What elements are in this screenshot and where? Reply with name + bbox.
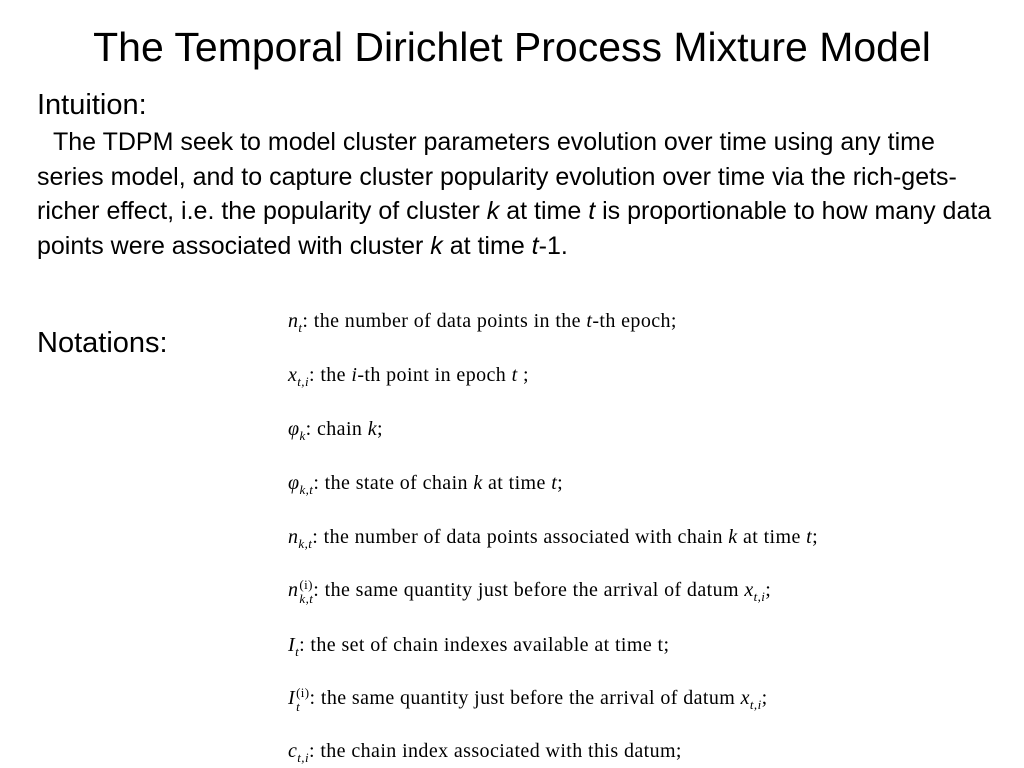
- notation-symbol: n: [288, 526, 299, 548]
- notation-var-t: t: [551, 472, 558, 494]
- notation-description-2: -th epoch;: [592, 310, 677, 332]
- notation-var-t: t: [586, 310, 593, 332]
- notation-description-3: ;: [812, 526, 819, 548]
- notation-datum-subscript: t,i: [753, 589, 766, 604]
- intuition-label: Intuition:: [37, 89, 147, 121]
- notation-subscript: t,i: [297, 750, 309, 765]
- notation-description-2: at time: [737, 526, 807, 548]
- notation-subscript: t: [298, 320, 303, 335]
- notation-description: : the number of data points in the: [302, 310, 587, 332]
- intuition-t-1: t: [588, 197, 596, 225]
- notation-item: [288, 418, 383, 444]
- notation-subscript: t,i: [297, 374, 309, 389]
- intuition-k-1: k: [486, 197, 500, 225]
- intuition-text-5: -1.: [538, 231, 568, 260]
- notation-description-3: ;: [517, 364, 529, 386]
- notation-description: : the chain index associated with this datum;: [308, 740, 682, 762]
- notation-description-2: at time: [482, 472, 552, 494]
- notation-item: [288, 686, 768, 714]
- notation-superscript: (i): [296, 685, 310, 700]
- notation-item: [288, 578, 771, 606]
- notation-var-k: k: [728, 526, 738, 548]
- notation-item: [288, 634, 669, 660]
- notation-description-3: ;: [557, 472, 564, 494]
- notation-symbol: c: [288, 740, 298, 762]
- notation-description: : the same quantity just before the arrival of datum: [313, 579, 745, 601]
- notation-symbol: n: [288, 579, 299, 601]
- notation-description: : the: [308, 364, 352, 386]
- intuition-text-4: at time: [442, 231, 532, 260]
- intuition-t-2: t: [531, 231, 539, 260]
- notation-subscript: k,t: [299, 591, 314, 606]
- notation-var-t: t: [806, 526, 813, 548]
- notation-item: [288, 740, 682, 766]
- notation-script-stack: [296, 686, 309, 714]
- notation-subscript: t: [296, 699, 301, 714]
- notation-description-2: -th point in epoch: [357, 364, 512, 386]
- notation-var-i: i: [351, 364, 358, 386]
- notation-script-stack: [299, 578, 313, 606]
- notation-var-k: k: [367, 418, 377, 440]
- notation-symbol: n: [288, 310, 299, 332]
- notation-description: : the same quantity just before the arrival of datum: [309, 687, 741, 709]
- notation-var-k: k: [473, 472, 483, 494]
- notation-symbol: φ: [288, 472, 300, 494]
- notation-description: : the state of chain: [313, 472, 474, 494]
- intuition-text-1: The TDPM seek to model cluster parameters evolution over time using any time series model, and to capture cluster popularity evolution over time via the rich-gets-richer effect, i.e. the popularity of cluster: [37, 128, 957, 225]
- notation-item: [288, 526, 818, 552]
- intuition-text-3: is proportionable to how many data points were associated with cluster: [37, 197, 992, 260]
- notation-symbol: x: [288, 364, 298, 386]
- notation-description-2: ;: [377, 418, 383, 440]
- notation-description-2: ;: [761, 687, 768, 709]
- notation-subscript: k: [299, 428, 306, 443]
- notation-symbol: φ: [288, 418, 300, 440]
- notation-superscript: (i): [299, 577, 313, 592]
- notation-description: : chain: [305, 418, 368, 440]
- notation-subscript: k,t: [298, 536, 313, 551]
- intuition-paragraph: [37, 125, 997, 263]
- notation-var-t: t: [511, 364, 518, 386]
- intuition-k-2: k: [430, 231, 443, 260]
- notation-datum-symbol: x: [740, 687, 750, 709]
- notation-datum-subscript: t,i: [749, 697, 762, 712]
- notation-item: [288, 472, 563, 498]
- notation-symbol: I: [288, 634, 296, 656]
- notation-description: : the number of data points associated with chain: [312, 526, 729, 548]
- slide-title: The Temporal Dirichlet Process Mixture Model: [93, 24, 931, 70]
- notation-item: [288, 364, 529, 390]
- notation-description: : the set of chain indexes available at time t;: [299, 634, 670, 656]
- notation-datum-symbol: x: [744, 579, 754, 601]
- notation-symbol: I: [288, 687, 296, 709]
- notation-subscript: k,t: [299, 482, 314, 497]
- notation-description-2: ;: [765, 579, 772, 601]
- notation-item: [288, 310, 677, 336]
- notation-subscript: t: [295, 644, 300, 659]
- intuition-text-2: at time: [499, 197, 589, 225]
- notations-label: Notations:: [37, 327, 168, 359]
